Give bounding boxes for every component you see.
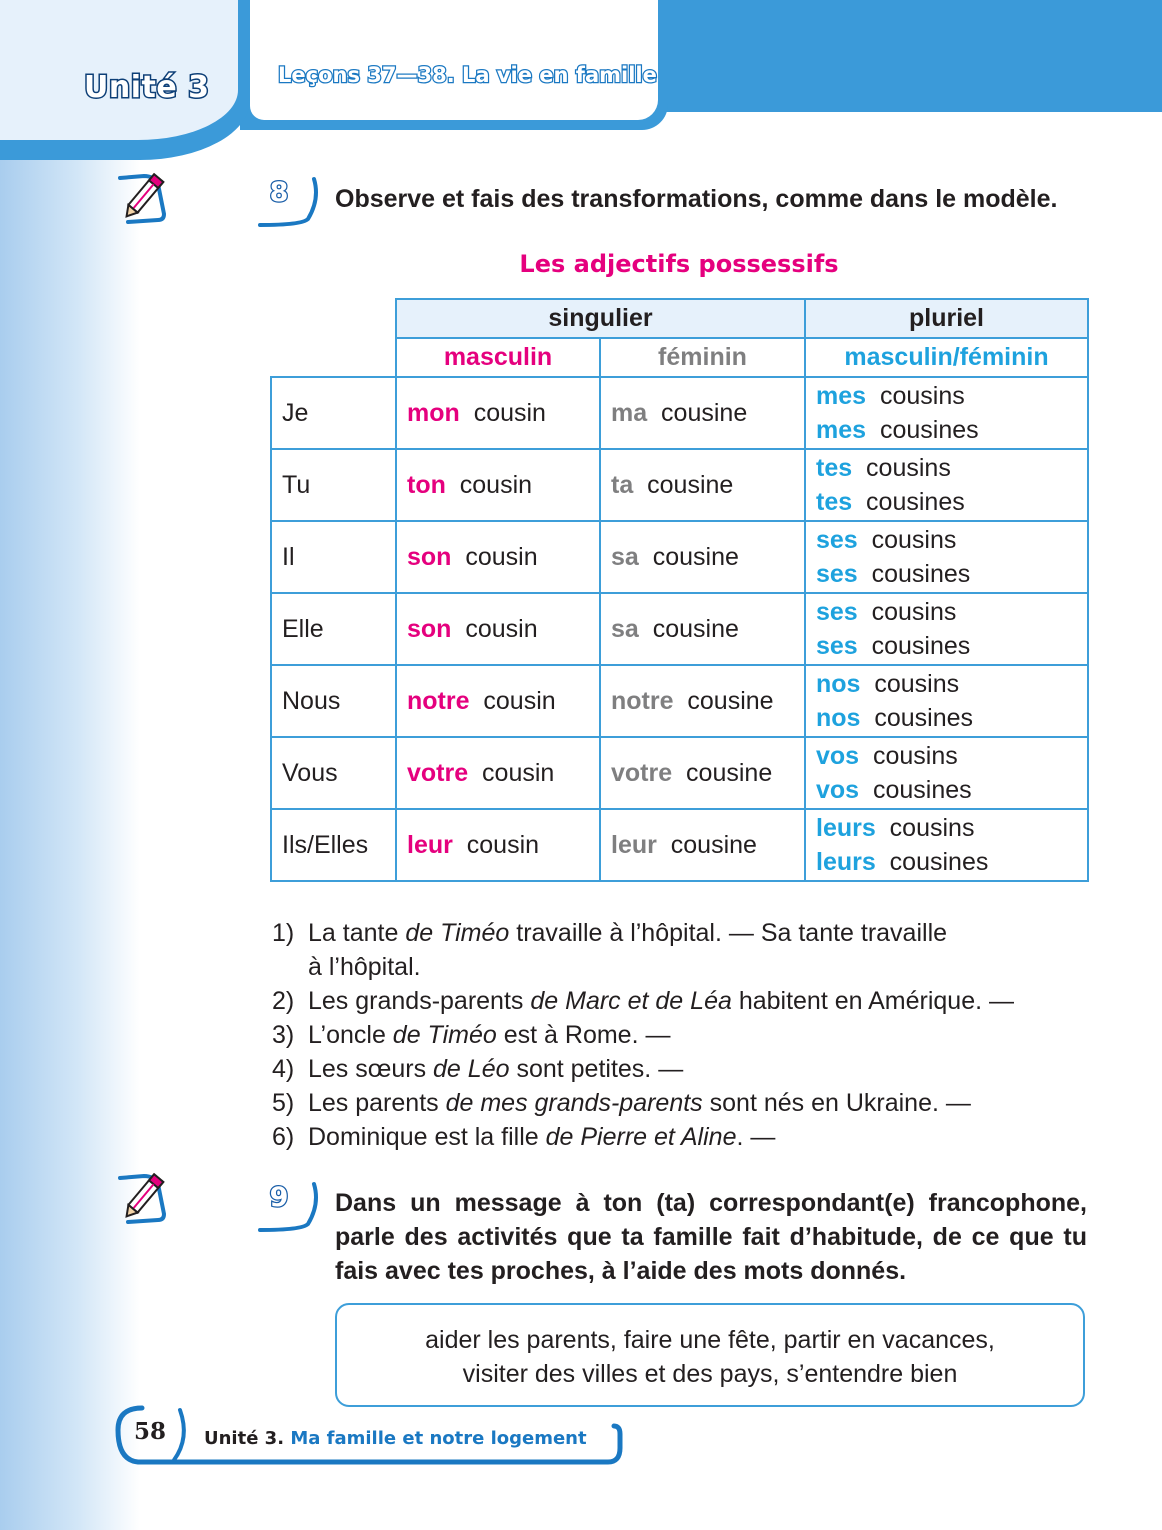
plural-adjective: tes <box>816 488 853 516</box>
unit-title: Unité 3 <box>84 70 210 105</box>
feminine-adjective: leur <box>611 830 657 859</box>
header-singulier: singulier <box>396 299 805 338</box>
feminine-cell <box>600 521 805 593</box>
pronoun-cell: Vous <box>271 737 396 809</box>
masculine-adjective: mon <box>407 398 460 427</box>
masculine-cell <box>396 665 600 737</box>
plural-noun: cousines <box>871 560 971 588</box>
top-blue-bar <box>640 0 1162 112</box>
plural-noun: cousines <box>889 848 989 876</box>
feminine-cell <box>600 809 805 881</box>
plural-cell <box>805 521 1088 593</box>
plural-adjective: tes <box>816 454 853 482</box>
plural-noun: cousines <box>866 488 965 516</box>
sentence-item <box>272 1052 1088 1086</box>
sentence-italic: de Pierre et Aline <box>545 1123 737 1151</box>
plural-cell <box>805 377 1088 449</box>
plural-line <box>816 379 1077 413</box>
header-pluriel: pluriel <box>805 299 1088 338</box>
exercise-8-sentences <box>272 916 1088 1154</box>
header-feminin: féminin <box>600 338 805 377</box>
pronoun-cell: Il <box>271 521 396 593</box>
table-row <box>271 449 1088 521</box>
exercise-8-instruction: Observe et fais des transformations, comme dans le modèle. <box>335 185 1058 213</box>
pencil-icon <box>114 1170 170 1226</box>
table-row <box>271 665 1088 737</box>
pronoun-cell: Je <box>271 377 396 449</box>
pronoun-cell: Tu <box>271 449 396 521</box>
feminine-noun: cousine <box>687 686 774 715</box>
plural-line <box>816 845 1077 879</box>
table-row <box>271 809 1088 881</box>
plural-line <box>816 485 1077 519</box>
feminine-adjective: sa <box>611 614 639 643</box>
possessive-table <box>270 298 1089 882</box>
word-bank-line: visiter des villes et des pays, s’entendre bien <box>462 1360 958 1388</box>
plural-line <box>816 557 1077 591</box>
word-bank-line: aider les parents, faire une fête, partir en vacances, <box>425 1326 995 1354</box>
sentence-number: 2) <box>272 987 295 1015</box>
plural-line <box>816 523 1077 557</box>
plural-adjective: vos <box>816 776 860 804</box>
masculine-noun: cousin <box>483 686 556 715</box>
plural-adjective: leurs <box>816 848 876 876</box>
sentence-text: Les sœurs de Léo sont petites. — <box>308 1055 684 1083</box>
pencil-icon <box>114 170 170 226</box>
feminine-noun: cousine <box>652 614 739 643</box>
table-title: Les adjectifs possessifs <box>519 250 839 278</box>
table-corner <box>271 299 396 338</box>
sentence-text: Les grands-parents de Marc et de Léa habitent en Amérique. — <box>308 987 1014 1015</box>
sentence-text: Les parents de mes grands-parents sont nés en Ukraine. — <box>308 1089 971 1117</box>
left-gradient-band <box>0 0 140 1530</box>
plural-line <box>816 629 1077 663</box>
masculine-adjective: son <box>407 614 452 643</box>
masculine-adjective: leur <box>407 830 453 859</box>
page-number: 58 <box>134 1418 167 1445</box>
masculine-cell <box>396 521 600 593</box>
word-bank <box>335 1303 1085 1407</box>
plural-adjective: ses <box>816 632 858 660</box>
plural-cell <box>805 593 1088 665</box>
masculine-noun: cousin <box>482 758 555 787</box>
plural-adjective: nos <box>816 670 861 698</box>
plural-noun: cousins <box>889 814 975 842</box>
table-row <box>271 377 1088 449</box>
masculine-noun: cousin <box>465 542 538 571</box>
sentence-number: 3) <box>272 1021 295 1049</box>
plural-noun: cousins <box>874 670 960 698</box>
masculine-noun: cousin <box>466 830 540 859</box>
feminine-adjective: ma <box>611 398 648 427</box>
plural-cell <box>805 449 1088 521</box>
feminine-adjective: sa <box>611 542 639 571</box>
header-masculin-feminin: masculin/féminin <box>805 338 1088 377</box>
plural-adjective: ses <box>816 598 858 626</box>
sentence-number: 5) <box>272 1089 295 1117</box>
sentence-item <box>272 984 1088 1018</box>
plural-adjective: leurs <box>816 814 876 842</box>
feminine-adjective: ta <box>611 470 634 499</box>
pronoun-cell: Ils/Elles <box>271 809 396 881</box>
table-row <box>271 737 1088 809</box>
plural-cell <box>805 665 1088 737</box>
masculine-cell <box>396 809 600 881</box>
sentence-italic: de Timéo <box>392 1021 497 1049</box>
plural-line <box>816 413 1077 447</box>
sentence-number: 1) <box>272 919 295 947</box>
masculine-noun: cousin <box>465 614 538 643</box>
sentence-italic: de mes grands-parents <box>445 1089 703 1117</box>
sentence-text: La tante de Timéo travaille à l’hôpital. — Sa tante travaille à l’hôpital. <box>308 919 948 981</box>
feminine-cell <box>600 449 805 521</box>
footer-unit-prefix: Unité 3. <box>204 1428 285 1449</box>
plural-noun: cousins <box>871 598 957 626</box>
plural-adjective: ses <box>816 526 858 554</box>
feminine-cell <box>600 593 805 665</box>
table-row <box>271 521 1088 593</box>
sentence-italic: de Léo <box>433 1055 510 1083</box>
footer-title <box>204 1428 587 1449</box>
sentence-continuation: à l’hôpital. <box>308 953 421 981</box>
feminine-cell <box>600 377 805 449</box>
masculine-adjective: votre <box>407 758 469 787</box>
masculine-adjective: son <box>407 542 452 571</box>
pronoun-cell: Nous <box>271 665 396 737</box>
sentence-number: 6) <box>272 1123 295 1151</box>
sentence-italic: de Timéo <box>405 919 510 947</box>
lesson-title: Leçons 37—38. La vie en famille <box>278 63 657 87</box>
pronoun-cell: Elle <box>271 593 396 665</box>
plural-adjective: nos <box>816 704 861 732</box>
plural-adjective: ses <box>816 560 858 588</box>
masculine-cell <box>396 449 600 521</box>
sentence-item <box>272 1120 1088 1154</box>
feminine-noun: cousine <box>652 542 739 571</box>
plural-cell <box>805 737 1088 809</box>
plural-line <box>816 667 1077 701</box>
plural-cell <box>805 809 1088 881</box>
plural-noun: cousines <box>874 704 974 732</box>
masculine-cell <box>396 593 600 665</box>
plural-line <box>816 811 1077 845</box>
sentence-item <box>272 1086 1088 1120</box>
sentence-text: Dominique est la fille de Pierre et Aline. — <box>308 1123 776 1151</box>
plural-line <box>816 701 1077 735</box>
feminine-noun: cousine <box>647 470 734 499</box>
masculine-cell <box>396 737 600 809</box>
feminine-noun: cousine <box>661 398 748 427</box>
plural-line <box>816 451 1077 485</box>
sentence-italic: de Marc et de Léa <box>530 987 732 1015</box>
plural-noun: cousins <box>871 526 957 554</box>
plural-adjective: mes <box>816 416 867 444</box>
exercise-number-8: 8 <box>256 175 312 231</box>
plural-noun: cousines <box>871 632 971 660</box>
masculine-adjective: notre <box>407 686 470 715</box>
feminine-noun: cousine <box>686 758 773 787</box>
masculine-noun: cousin <box>459 470 533 499</box>
masculine-adjective: ton <box>407 470 446 499</box>
plural-noun: cousins <box>873 742 958 770</box>
masculine-noun: cousin <box>473 398 546 427</box>
exercise-9-instruction: Dans un message à ton (ta) correspondant(e) francophone, parle des activités que ta famille fait d’habitude, de ce que tu fais avec tes proches, à l’aide des mots donnés. <box>335 1189 1087 1285</box>
sentence-text: L’oncle de Timéo est à Rome. — <box>308 1021 671 1049</box>
plural-line <box>816 739 1077 773</box>
plural-line <box>816 595 1077 629</box>
plural-line <box>816 773 1077 807</box>
plural-noun: cousines <box>879 416 979 444</box>
feminine-noun: cousine <box>670 830 757 859</box>
lesson-tab <box>250 0 658 120</box>
plural-adjective: mes <box>816 382 867 410</box>
sentence-item <box>272 916 1088 984</box>
feminine-cell <box>600 737 805 809</box>
feminine-adjective: notre <box>611 686 674 715</box>
plural-noun: cousins <box>866 454 951 482</box>
table-row <box>271 593 1088 665</box>
sentence-item <box>272 1018 1088 1052</box>
plural-noun: cousines <box>873 776 972 804</box>
exercise-number-9: 9 <box>256 1180 312 1236</box>
table-corner <box>271 338 396 377</box>
feminine-adjective: votre <box>611 758 673 787</box>
masculine-cell <box>396 377 600 449</box>
plural-noun: cousins <box>879 382 965 410</box>
header-masculin: masculin <box>396 338 600 377</box>
feminine-cell <box>600 665 805 737</box>
footer-unit-title: Ma famille et notre logement <box>290 1428 587 1449</box>
plural-adjective: vos <box>816 742 860 770</box>
sentence-number: 4) <box>272 1055 295 1083</box>
